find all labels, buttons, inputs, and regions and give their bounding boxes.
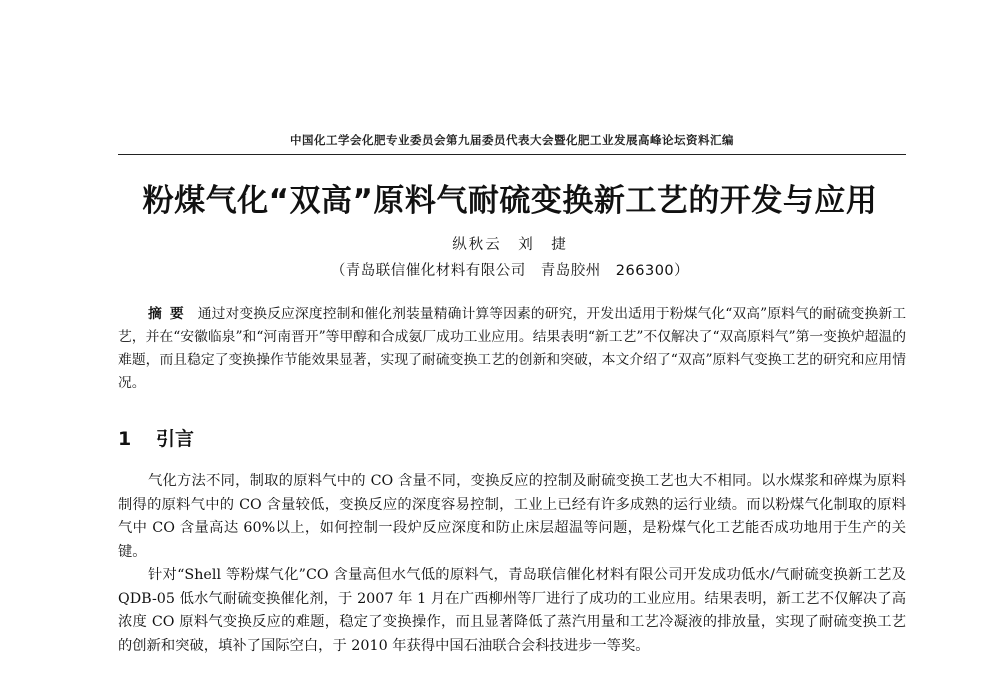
body-paragraph: 气化方法不同，制取的原料气中的 CO 含量不同，变换反应的控制及耐硫变换工艺也大不相同。以水煤浆和碎煤为原料制得的原料气中的 CO 含量较低，变换反应的深度容易控制，工业上已经有许多成熟的运行业绩。而以粉煤气化制取的原料气中 CO 含量高达 60%以上，如何控制一段炉反应深度和防止床层超温等问题，是粉煤气化工艺能否成功地用于生产的关键。 xyxy=(118,473,906,560)
section-heading xyxy=(118,424,194,451)
abstract xyxy=(118,303,906,395)
authors: 纵秋云 刘 捷 xyxy=(452,237,568,253)
header-rule xyxy=(118,154,906,155)
running-header: 中国化工学会化肥专业委员会第九届委员代表大会暨化肥工业发展高峰论坛资料汇编 xyxy=(290,133,734,147)
paper-title: 粉煤气化“双高”原料气耐硫变换新工艺的开发与应用 xyxy=(142,183,878,219)
abstract-label: 摘要 xyxy=(148,306,192,322)
affiliation: （青岛联信催化材料有限公司 青岛胶州 266300） xyxy=(330,263,690,279)
abstract-text: 通过对变换反应深度控制和催化剂装量精确计算等因素的研究，开发出适用于粉煤气化“双高”原料气的耐硫变换新工艺，并在“安徽临泉”和“河南晋开”等甲醇和合成氨厂成功工业应用。结果表明“新工艺”不仅解决了“双高原料气”第一变换炉超温的难题，而且稳定了变换操作节能效果显著，实现了耐硫变换工艺的创新和突破，本文介绍了“双高”原料气变换工艺的研究和应用情况。 xyxy=(118,306,906,391)
body-paragraph: 针对“Shell 等粉煤气化”CO 含量高但水气低的原料气，青岛联信催化材料有限公司开发成功低水/气耐硫变换新工艺及 QDB-05 低水气耐硫变换催化剂，于 2007 年 1 月在广西柳州等厂进行了成功的工业应用。结果表明，新工艺不仅解决了高浓度 CO 原料气变换反应的难题，稳定了变换操作，而且显著降低了蒸汽用量和工艺冷凝液的排放量，实现了耐硫变换工艺的创新和突破，填补了国际空白，于 2010 年获得中国石油联合会科技进步一等奖。 xyxy=(118,567,906,654)
section-title: 引言 xyxy=(156,428,195,450)
section-number: 1 xyxy=(118,428,132,450)
